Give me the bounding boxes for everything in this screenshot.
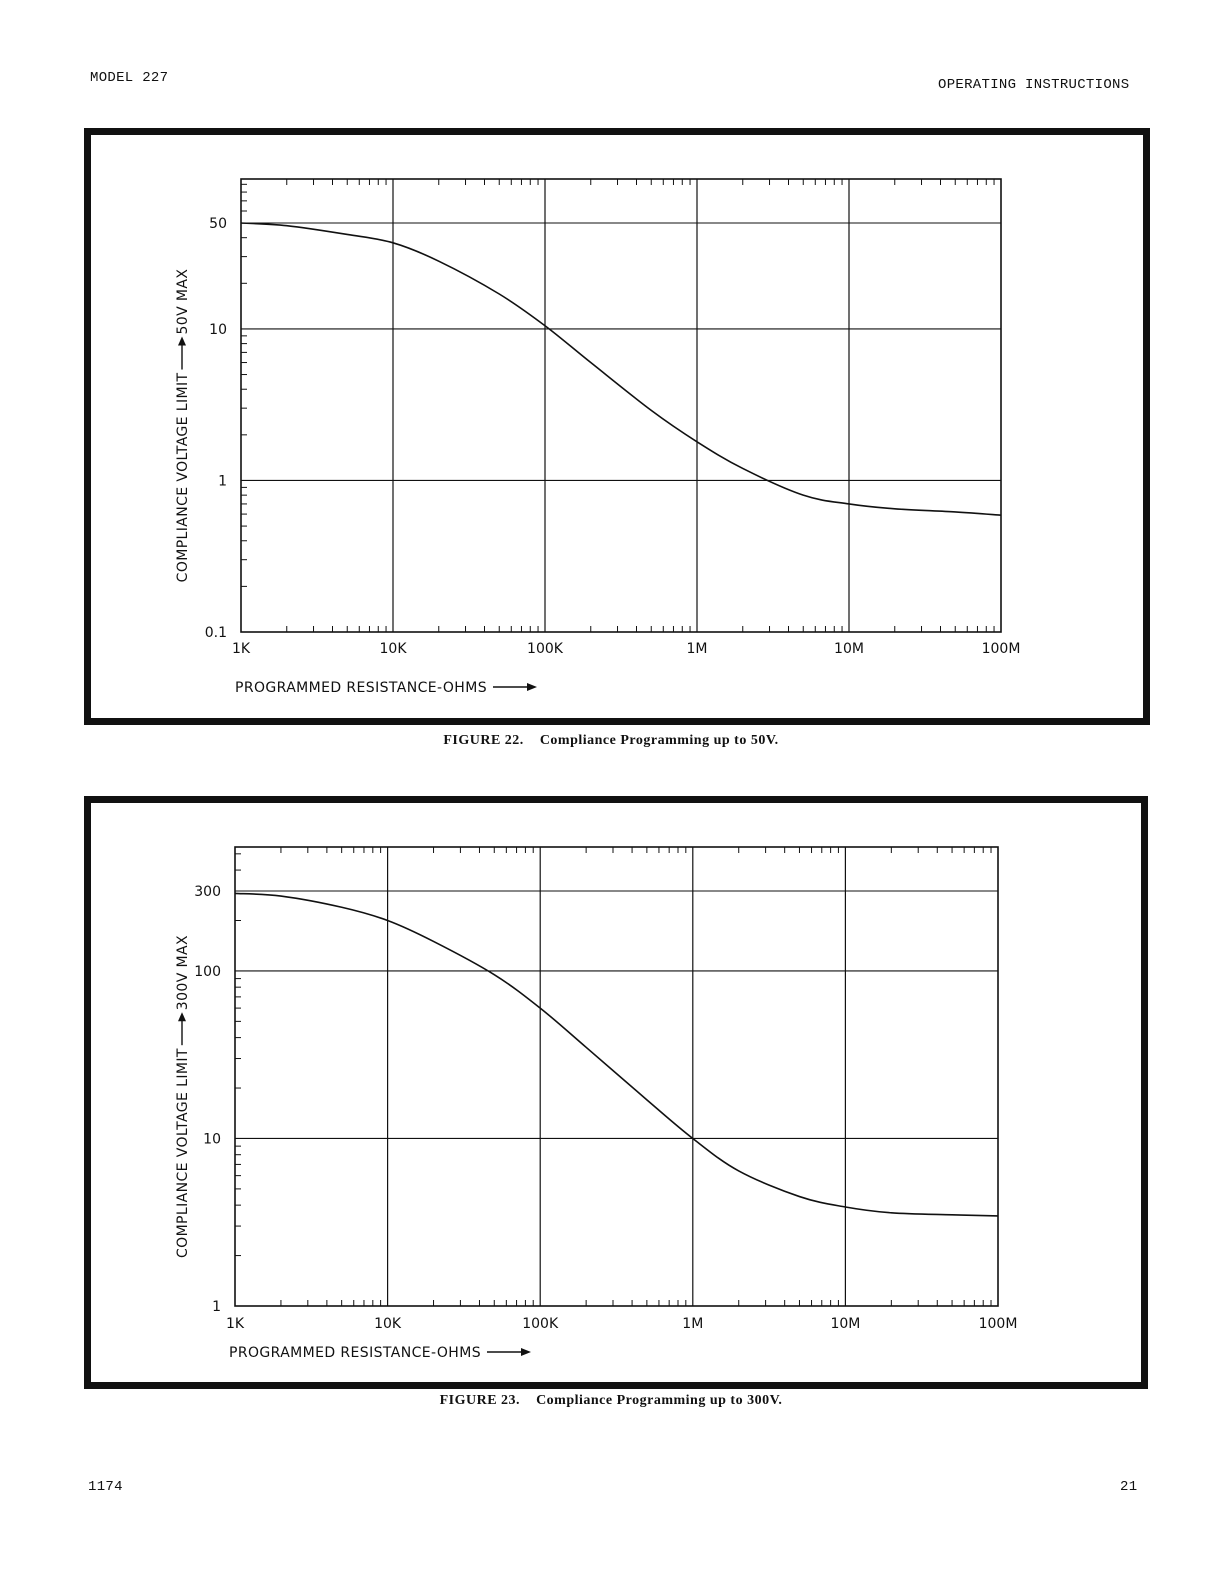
chart22-plot-area (241, 179, 1001, 632)
chart22-y-axis-label-suffix: 50V MAX (175, 268, 191, 335)
figure-23-caption-number: FIGURE 23. (439, 1393, 521, 1408)
figure-23-caption-text: Compliance Programming up to 300V. (536, 1393, 783, 1408)
chart23-y-tick-label: 100 (194, 963, 221, 980)
chart23-y-axis-label: COMPLIANCE VOLTAGE LIMIT (175, 1048, 191, 1259)
chart22-x-tick-label: 100M (981, 641, 1021, 657)
chart22-y-tick-label: 50 (209, 216, 227, 232)
chart22-x-tick-label: 10K (379, 641, 407, 657)
chart22-x-tick-label: 10M (834, 641, 864, 657)
figure-22-frame (84, 128, 1150, 725)
figure-22-caption (0, 733, 1222, 749)
chart23-y-tick-label: 300 (194, 884, 221, 900)
chart23-y-axis-arrowhead (178, 1012, 186, 1021)
figure-22-chart (91, 135, 1143, 718)
figure-22-caption-number: FIGURE 22. (443, 733, 524, 748)
chart23-y-axis-label-suffix: 300V MAX (175, 934, 191, 1011)
figure-22-caption-text: Compliance Programming up to 50V. (539, 733, 779, 748)
chart23-x-axis-arrowhead (521, 1348, 531, 1356)
chart23-x-axis-label: PROGRAMMED RESISTANCE-OHMS (229, 1345, 481, 1361)
chart23-series-line (235, 893, 998, 1215)
figure-23-chart (91, 803, 1141, 1382)
chart23-x-tick-label: 1K (225, 1316, 245, 1332)
chart22-y-tick-label: 0.1 (204, 625, 227, 641)
chart23-x-tick-label: 100K (522, 1316, 559, 1332)
chart23-plot-area (235, 847, 998, 1306)
chart22-x-tick-label: 1K (231, 641, 251, 657)
chart22-x-tick-label: 1M (686, 641, 708, 657)
chart23-x-tick-label: 10K (374, 1316, 402, 1332)
chart23-x-tick-label: 10M (830, 1316, 861, 1332)
chart23-x-tick-label: 1M (682, 1316, 704, 1332)
chart22-y-axis-label: COMPLIANCE VOLTAGE LIMIT (175, 372, 191, 583)
chart22-y-axis-arrowhead (178, 337, 186, 346)
header-left: MODEL 227 (90, 70, 169, 86)
chart23-x-tick-label: 100M (978, 1316, 1018, 1332)
chart22-y-axis-label-group (175, 269, 191, 583)
footer-left: 1174 (88, 1479, 123, 1495)
chart22-y-tick-label: 10 (209, 321, 227, 338)
chart23-y-tick-label: 10 (203, 1131, 221, 1148)
chart22-y-tick-label: 1 (218, 473, 227, 490)
chart22-x-axis-arrowhead (527, 683, 537, 691)
chart22-series-line (241, 223, 1001, 515)
header-right: OPERATING INSTRUCTIONS (938, 77, 1130, 93)
footer-right: 21 (1120, 1479, 1138, 1495)
figure-23-caption (0, 1393, 1222, 1409)
chart22-x-tick-label: 100K (527, 641, 563, 657)
chart22-x-axis-label: PROGRAMMED RESISTANCE-OHMS (235, 680, 487, 696)
figure-23-frame (84, 796, 1148, 1389)
chart23-y-tick-label: 1 (212, 1299, 221, 1315)
chart23-y-axis-label-group (175, 935, 191, 1258)
